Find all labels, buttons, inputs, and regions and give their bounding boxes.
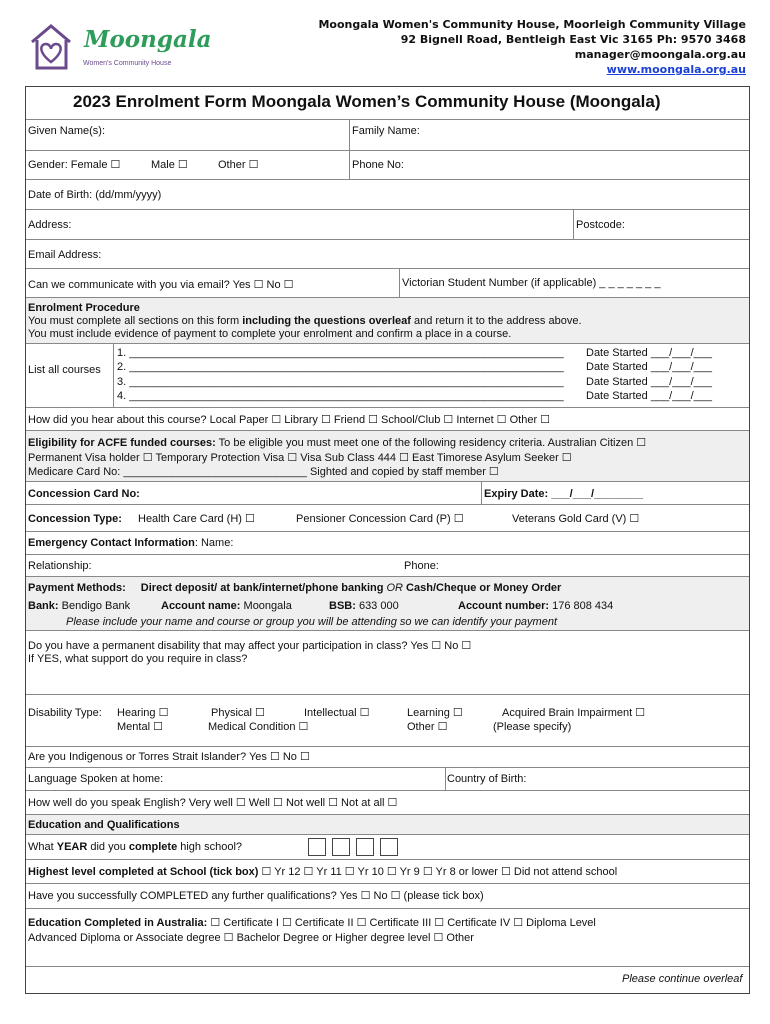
course-line-2[interactable]: 2. _______________________________________________________________________	[117, 361, 564, 373]
email-consent-checkbox[interactable]: Can we communicate with you via email? Yes ☐ No ☐	[28, 279, 294, 291]
org-address: 92 Bignell Road, Bentleigh East Vic 3165 Ph: 9570 3468	[400, 33, 746, 46]
year-digit-box-3[interactable]	[356, 838, 374, 856]
course-line-1[interactable]: 1. _______________________________________________________________________	[117, 347, 564, 359]
year-digit-box-1[interactable]	[308, 838, 326, 856]
date-started-4[interactable]: Date Started ___/___/___	[586, 390, 712, 402]
emergency-name-field[interactable]: Emergency Contact Information: Name:	[28, 537, 234, 549]
date-started-1[interactable]: Date Started ___/___/___	[586, 347, 712, 359]
indigenous-row	[26, 747, 749, 768]
address-row	[26, 210, 749, 240]
school-year-question: What YEAR did you complete high school?	[28, 841, 243, 853]
concession-card-row	[26, 482, 749, 505]
courses-row	[26, 344, 749, 408]
payment-section	[26, 577, 749, 631]
disability-other-checkbox[interactable]: Other ☐	[407, 721, 448, 733]
postcode-field[interactable]: Postcode:	[576, 219, 625, 231]
logo-text: Moongala	[84, 26, 212, 53]
health-care-card-checkbox[interactable]: Health Care Card (H) ☐	[138, 513, 255, 525]
disability-type-label: Disability Type:	[28, 707, 102, 719]
org-header	[318, 17, 746, 77]
gender-other-checkbox[interactable]: Other ☐	[218, 159, 259, 171]
enrolment-heading: Enrolment Procedure	[28, 302, 140, 314]
language-field[interactable]: Language Spoken at home:	[28, 773, 164, 785]
gender-row	[26, 151, 749, 180]
gender-female-checkbox[interactable]: Gender: Female ☐	[28, 159, 121, 171]
payment-note: Please include your name and course or group you will be attending so we can identify your payment	[66, 616, 558, 628]
email-field[interactable]: Email Address:	[28, 249, 102, 261]
relationship-field[interactable]: Relationship:	[28, 560, 92, 572]
disability-mental-checkbox[interactable]: Mental ☐	[117, 721, 163, 733]
further-qualifications-row	[26, 884, 749, 909]
eligibility-line-3[interactable]: Medicare Card No: ______________________________ Sighted and copied by staff member ☐	[28, 466, 499, 478]
disability-learning-checkbox[interactable]: Learning ☐	[407, 707, 463, 719]
concession-type-row	[26, 505, 749, 532]
eligibility-section	[26, 431, 749, 482]
org-website-link[interactable]: www.moongala.org.au	[606, 63, 746, 76]
enrolment-line-2: You must include evidence of payment to complete your enrolment and confirm a place in a course.	[28, 328, 512, 340]
emergency-phone-field[interactable]: Phone:	[404, 560, 439, 572]
hear-about-options[interactable]: How did you hear about this course? Local Paper ☐ Library ☐ Friend ☐ School/Club ☐ Internet ☐ Other ☐	[28, 414, 551, 426]
education-heading-row	[26, 815, 749, 835]
education-heading: Education and Qualifications	[28, 819, 180, 831]
disability-yes-no[interactable]: Do you have a permanent disability that may affect your participation in class? Yes ☐ No ☐	[28, 640, 472, 652]
year-digit-box-2[interactable]	[332, 838, 350, 856]
disability-intellectual-checkbox[interactable]: Intellectual ☐	[304, 707, 370, 719]
disability-question-row	[26, 631, 749, 695]
pensioner-card-checkbox[interactable]: Pensioner Concession Card (P) ☐	[296, 513, 464, 525]
country-of-birth-field[interactable]: Country of Birth:	[447, 773, 527, 785]
disability-type-row	[26, 695, 749, 747]
relationship-row	[26, 555, 749, 577]
logo-subtitle: Women's Community House	[83, 60, 172, 67]
form-title: 2023 Enrolment Form Moongala Women’s Community House (Moongala)	[73, 92, 661, 111]
disability-abi-checkbox[interactable]: Acquired Brain Impairment ☐	[502, 707, 646, 719]
concession-type-label: Concession Type:	[28, 513, 122, 525]
list-courses-label: List all courses	[28, 364, 101, 376]
education-australia-row	[26, 909, 749, 967]
language-row	[26, 768, 749, 791]
email-row	[26, 240, 749, 269]
enrolment-line-1: You must complete all sections on this form including the questions overleaf and return it to the address above.	[28, 315, 582, 327]
further-qualifications-yes-no[interactable]: Have you successfully COMPLETED any further qualifications? Yes ☐ No ☐ (please tick box)	[28, 890, 484, 902]
family-name-field[interactable]: Family Name:	[352, 125, 420, 137]
enrolment-form	[25, 86, 750, 994]
enrolment-procedure	[26, 298, 749, 344]
education-australia-line-1[interactable]: Education Completed in Australia: ☐ Certificate I ☐ Certificate II ☐ Certificate III ☐ Certificate IV ☐ Diploma Level	[28, 917, 596, 929]
date-started-3[interactable]: Date Started ___/___/___	[586, 376, 712, 388]
emergency-row	[26, 532, 749, 555]
disability-hearing-checkbox[interactable]: Hearing ☐	[117, 707, 169, 719]
highest-level-options[interactable]: Highest level completed at School (tick box) ☐ Yr 12 ☐ Yr 11 ☐ Yr 10 ☐ Yr 9 ☐ Yr 8 or lower ☐ Did not attend school	[28, 866, 618, 878]
eligibility-line-1: Eligibility for ACFE funded courses: To be eligible you must meet one of the following residency criteria. Australian Citizen ☐	[28, 437, 647, 449]
dob-field[interactable]: Date of Birth: (dd/mm/yyyy)	[28, 189, 162, 201]
education-australia-line-2[interactable]: Advanced Diploma or Associate degree ☐ Bachelor Degree or Higher degree level ☐ Other	[28, 932, 474, 944]
year-digit-box-4[interactable]	[380, 838, 398, 856]
account-name: Account name: Moongala	[161, 600, 292, 612]
eligibility-line-2[interactable]: Permanent Visa holder ☐ Temporary Protection Visa ☐ Visa Sub Class 444 ☐ East Timorese Asylum Seeker ☐	[28, 452, 572, 464]
disability-specify-label: (Please specify)	[493, 721, 572, 733]
indigenous-yes-no[interactable]: Are you Indigenous or Torres Strait Islander? Yes ☐ No ☐	[28, 751, 310, 763]
hear-row	[26, 408, 749, 431]
org-name: Moongala Women's Community House, Moorleigh Community Village	[318, 18, 746, 31]
dob-row	[26, 180, 749, 210]
communicate-row	[26, 269, 749, 298]
given-names-field[interactable]: Given Name(s):	[28, 125, 106, 137]
course-line-3[interactable]: 3. _______________________________________________________________________	[117, 376, 564, 388]
disability-support-field[interactable]: If YES, what support do you require in class?	[28, 653, 248, 665]
date-started-2[interactable]: Date Started ___/___/___	[586, 361, 712, 373]
school-year-row	[26, 835, 749, 860]
account-number: Account number: 176 808 434	[458, 600, 614, 612]
form-title-row	[26, 87, 749, 120]
expiry-date-field[interactable]: Expiry Date: ___/___/________	[484, 488, 644, 500]
course-line-4[interactable]: 4. _______________________________________________________________________	[117, 390, 564, 402]
concession-card-field[interactable]: Concession Card No:	[28, 488, 140, 500]
bsb-number: BSB: 633 000	[329, 600, 399, 612]
english-row	[26, 791, 749, 815]
gender-male-checkbox[interactable]: Male ☐	[151, 159, 188, 171]
names-row	[26, 120, 749, 151]
disability-physical-checkbox[interactable]: Physical ☐	[211, 707, 265, 719]
phone-field[interactable]: Phone No:	[352, 159, 404, 171]
continue-overleaf: Please continue overleaf	[622, 973, 743, 985]
disability-medical-checkbox[interactable]: Medical Condition ☐	[208, 721, 309, 733]
english-level-options[interactable]: How well do you speak English? Very well ☐ Well ☐ Not well ☐ Not at all ☐	[28, 797, 398, 809]
payment-methods: Payment Methods: Direct deposit/ at bank/internet/phone banking OR Cash/Cheque or Money Order	[28, 582, 562, 594]
address-field[interactable]: Address:	[28, 219, 72, 231]
org-email: manager@moongala.org.au	[574, 48, 746, 61]
highest-level-row	[26, 860, 749, 884]
vsn-field[interactable]: Victorian Student Number (if applicable) _ _ _ _ _ _ _	[402, 277, 661, 289]
veterans-card-checkbox[interactable]: Veterans Gold Card (V) ☐	[512, 513, 640, 525]
bank-name: Bank: Bendigo Bank	[28, 600, 131, 612]
